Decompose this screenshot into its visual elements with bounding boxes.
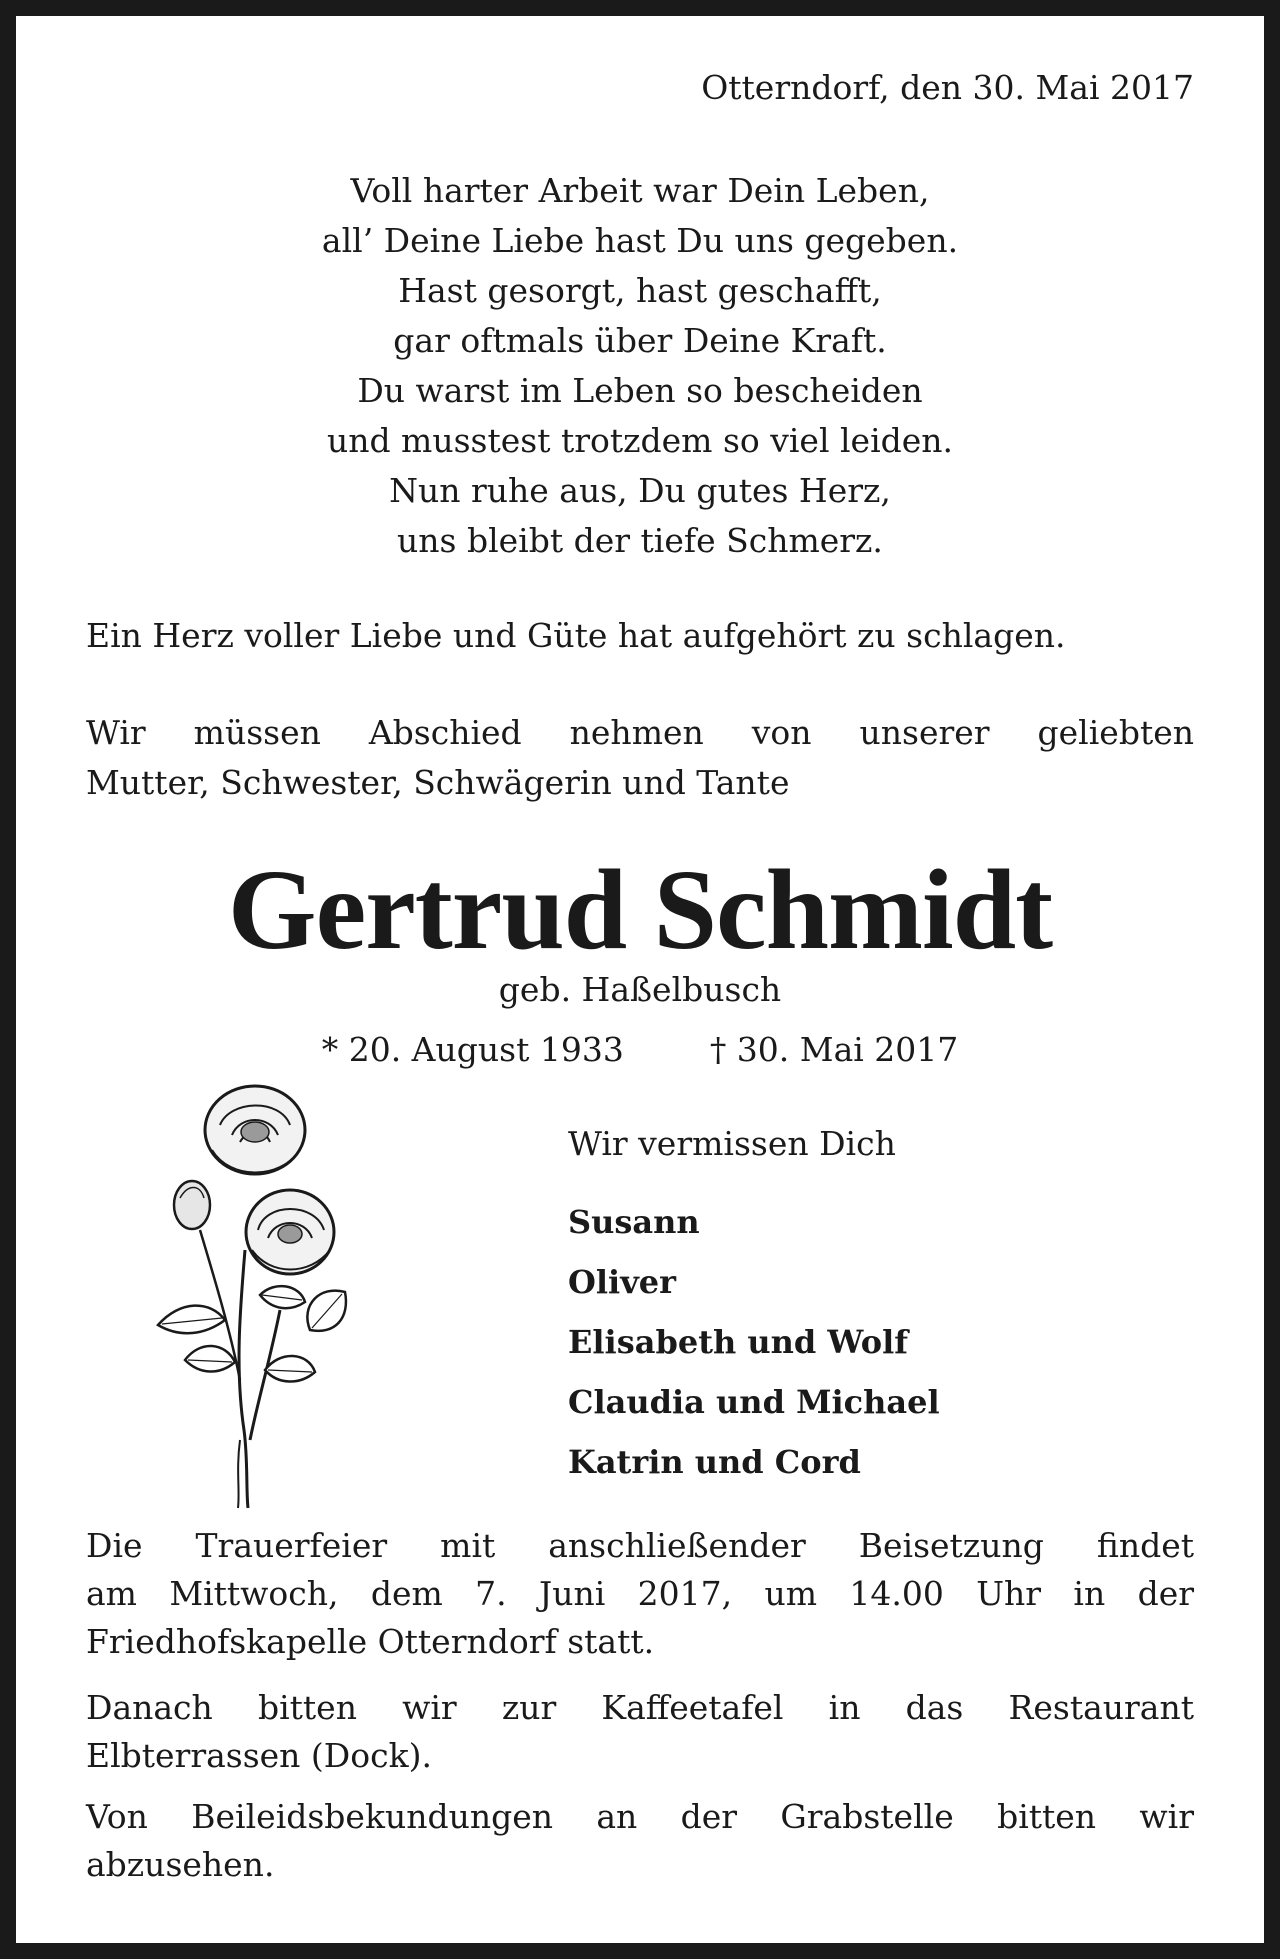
rose-bloom-lower <box>246 1190 334 1274</box>
funeral-notice-line: Friedhofskapelle Otterndorf statt. <box>86 1622 655 1661</box>
poem-line: uns bleibt der tiefe Schmerz. <box>397 521 883 560</box>
mourners-heading: Wir vermissen Dich <box>568 1124 896 1163</box>
deceased-name: Gertrud Schmidt <box>227 846 1053 973</box>
mourner-name: Elisabeth und Wolf <box>568 1323 909 1361</box>
mourner-name: Claudia und Michael <box>568 1383 940 1421</box>
condolence-notice-line: abzusehen. <box>86 1845 275 1884</box>
farewell-line: Mutter, Schwester, Schwägerin und Tante <box>86 763 790 802</box>
poem-line: und musstest trotzdem so viel leiden. <box>326 421 954 460</box>
coffee-notice-line: Danach bitten wir zur Kaffeetafel in das Restaurant <box>86 1688 1194 1727</box>
mourners-list <box>568 1192 940 1492</box>
condolence-notice <box>86 1793 1194 1889</box>
funeral-notice-line: am Mittwoch, dem 7. Juni 2017, um 14.00 Uhr in der <box>86 1574 1194 1613</box>
funeral-notice-line: Die Trauerfeier mit anschließender Beisetzung findet <box>86 1526 1194 1565</box>
birth-date: * 20. August 1933 <box>321 1030 624 1069</box>
poem-line: Nun ruhe aus, Du gutes Herz, <box>389 471 891 510</box>
mourner-name: Susann <box>568 1203 700 1241</box>
maiden-name: geb. Haßelbusch <box>498 970 782 1009</box>
heart-line: Ein Herz voller Liebe und Güte hat aufgehört zu schlagen. <box>86 616 1066 655</box>
place-date: Otterndorf, den 30. Mai 2017 <box>701 68 1194 107</box>
poem <box>86 166 1194 566</box>
coffee-notice-line: Elbterrassen (Dock). <box>86 1736 432 1775</box>
life-dates <box>86 1026 1194 1074</box>
condolence-notice-line: Von Beileidsbekundungen an der Grabstelle bitten wir <box>86 1797 1194 1836</box>
poem-line: Hast gesorgt, hast geschafft, <box>398 271 882 310</box>
farewell-text <box>86 708 1194 808</box>
coffee-notice <box>86 1684 1194 1780</box>
rose-illustration <box>140 1080 360 1510</box>
death-date: † 30. Mai 2017 <box>709 1030 959 1069</box>
rose-bud <box>174 1181 210 1229</box>
poem-line: all’ Deine Liebe hast Du uns gegeben. <box>321 221 959 260</box>
mourner-name: Oliver <box>568 1263 676 1301</box>
mourner-name: Katrin und Cord <box>568 1443 861 1481</box>
rose-bloom-top <box>205 1086 305 1174</box>
poem-line: Voll harter Arbeit war Dein Leben, <box>350 171 930 210</box>
poem-line: gar oftmals über Deine Kraft. <box>393 321 887 360</box>
poem-line: Du warst im Leben so bescheiden <box>357 371 923 410</box>
funeral-notice <box>86 1522 1194 1666</box>
farewell-line: Wir müssen Abschied nehmen von unserer geliebten <box>86 713 1194 752</box>
